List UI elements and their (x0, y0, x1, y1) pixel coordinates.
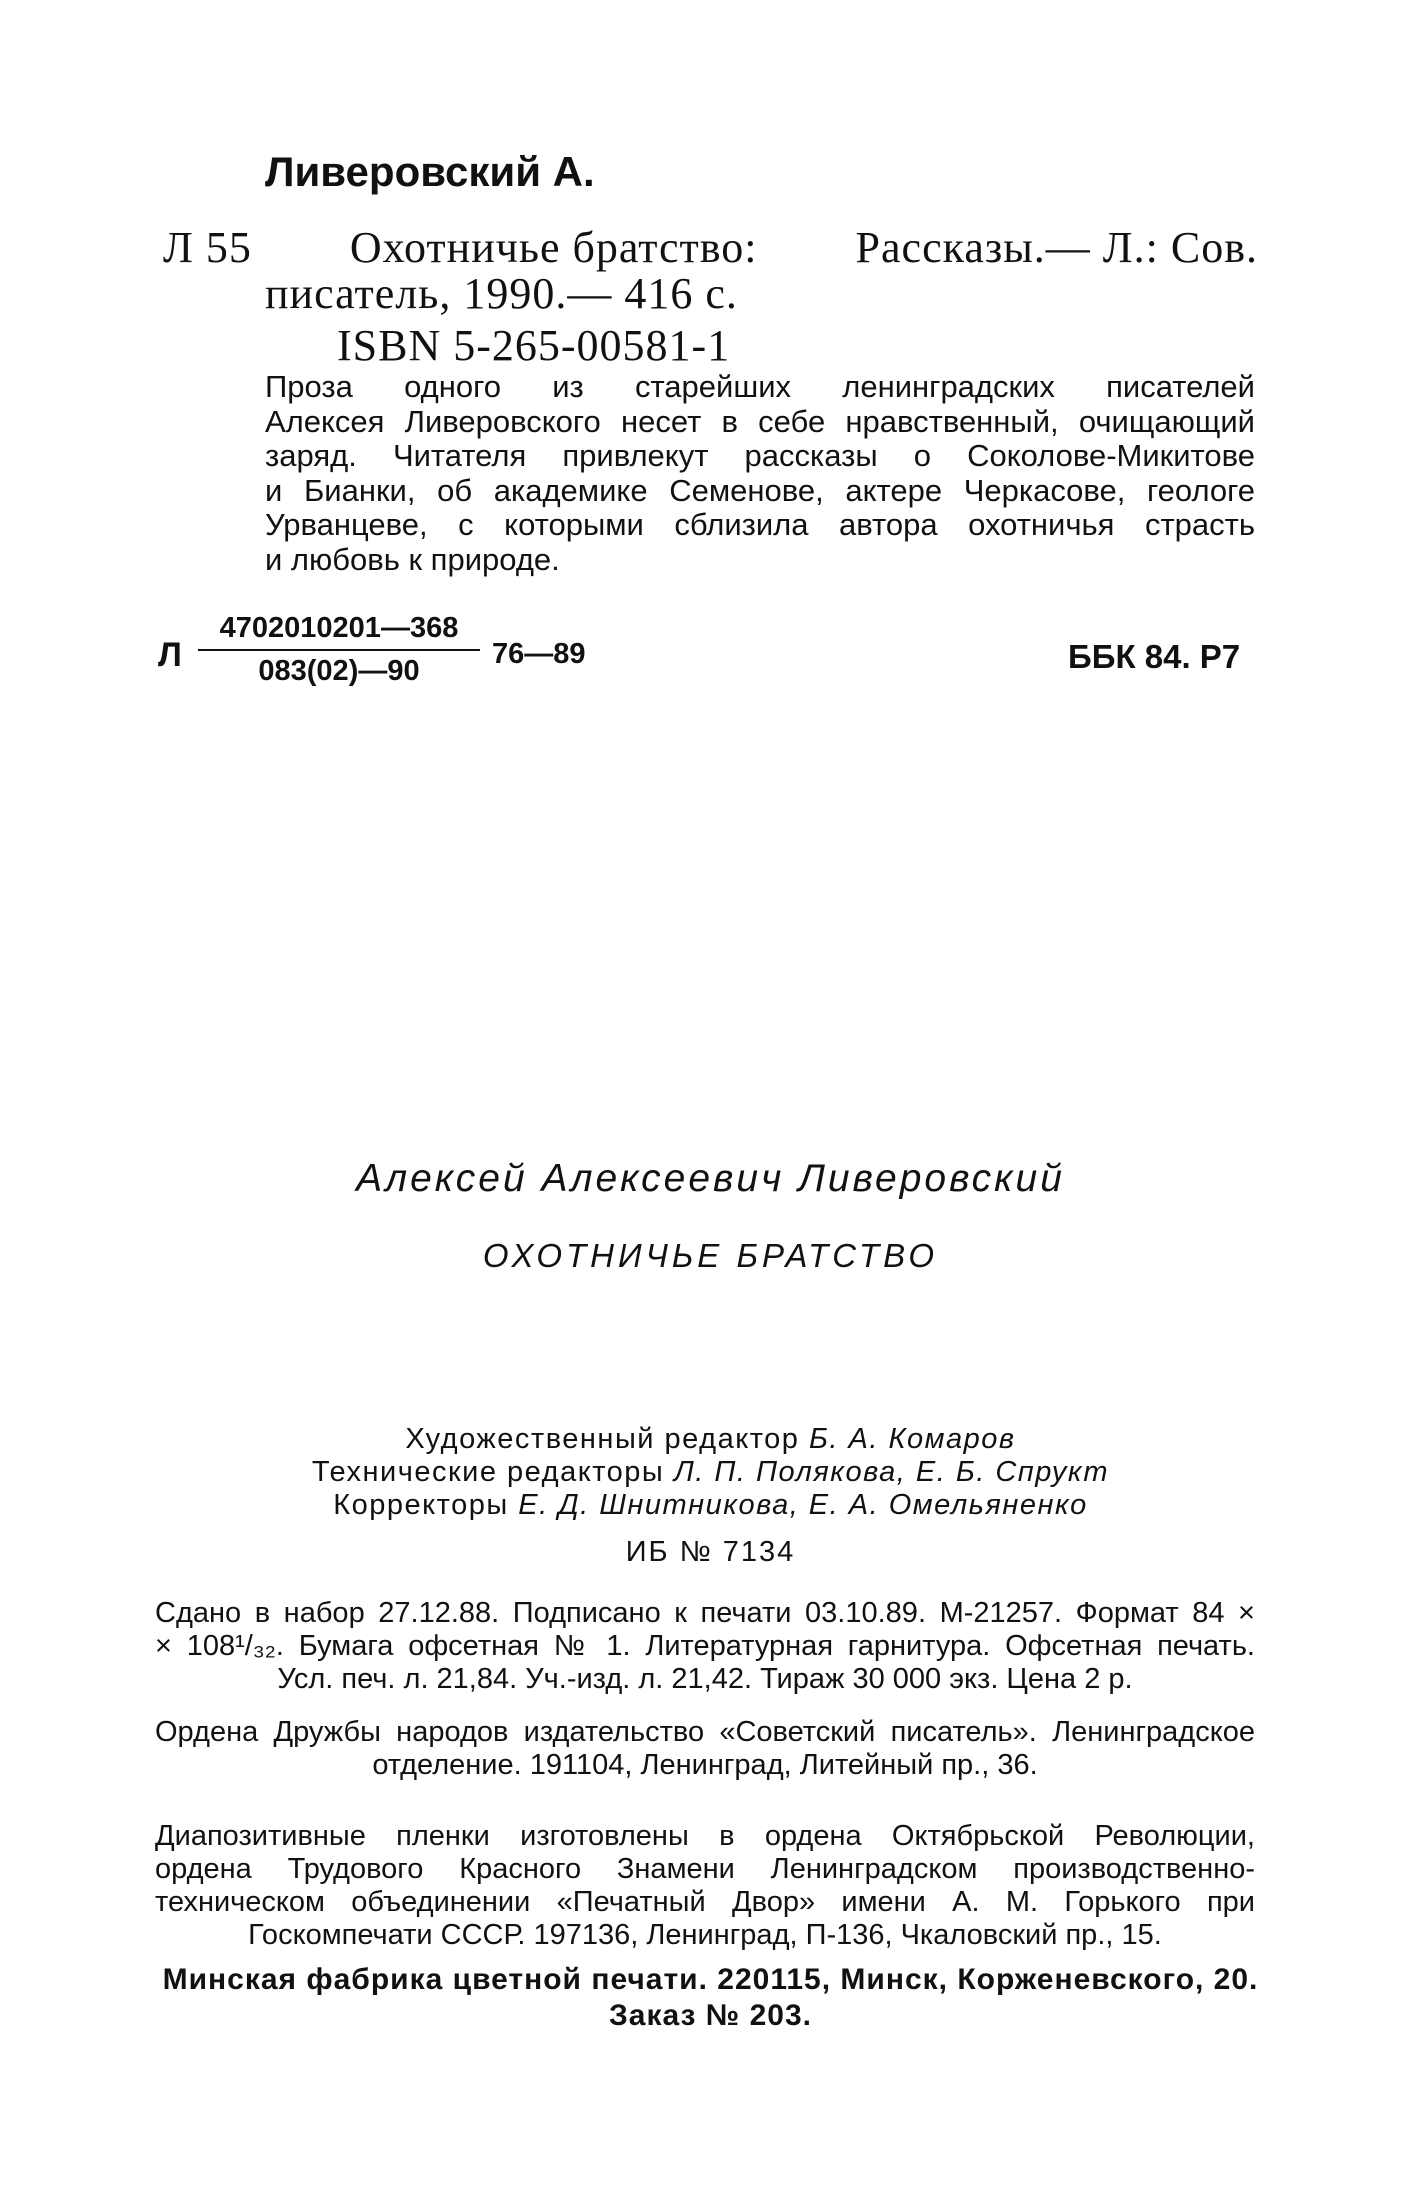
credit-role: Технические редакторы (311, 1456, 665, 1488)
fraction-numerator: 4702010201—368 (219, 612, 459, 644)
genre-place-entry: Рассказы.— Л.: Сов. (855, 223, 1258, 272)
printer-line: техническом объединении «Печатный Двор» имени А. М. Горького при (155, 1886, 1255, 1918)
annotation-line: и Бианки, об академике Семенове, актере Черкасове, геологе (265, 472, 1255, 508)
annotation-line: заряд. Читателя привлекут рассказы о Соколове-Микитове (265, 438, 1255, 473)
full-author-name: Алексей Алексеевич Ливеровский (356, 1157, 1065, 1200)
annotation-line: Проза одного из старейших ленинградских писателей (265, 369, 1255, 404)
annotation (265, 370, 1255, 577)
print-details (155, 1597, 1255, 1696)
call-number: Л 55 (163, 223, 252, 272)
classification-fraction (198, 612, 480, 688)
isbn: ISBN 5-265-00581-1 (337, 321, 731, 370)
publisher-line: отделение. 191104, Ленинград, Литейный пр., 36. (372, 1749, 1038, 1781)
classification-letter: Л (158, 636, 182, 674)
printer-line: Диапозитивные пленки изготовлены в ордена Октябрьской Революции, (155, 1820, 1255, 1852)
printer-info (155, 1820, 1255, 1952)
annotation-line: Алексея Ливеровского несет в себе нравственный, очищающий (265, 403, 1255, 439)
credit-role: Корректоры (333, 1489, 509, 1521)
publisher-info (155, 1716, 1255, 1782)
credit-names: Б. А. Комаров (809, 1423, 1016, 1455)
credit-line-proofreaders (0, 1489, 1421, 1522)
printer-line: Госкомпечати СССР. 197136, Ленинград, П-136, Чкаловский пр., 15. (248, 1919, 1162, 1951)
bbk-code: ББК 84. Р7 (1068, 638, 1241, 675)
print-details-line: × 108¹/₃₂. Бумага офсетная № 1. Литературная гарнитура. Офсетная печать. (155, 1630, 1255, 1662)
annotation-line: Урванцеве, с которыми сблизила автора охотничья страсть (265, 507, 1255, 542)
print-details-line: Сдано в набор 27.12.88. Подписано к печати 03.10.89. М-21257. Формат 84 × (155, 1597, 1255, 1629)
credit-names: Е. Д. Шнитникова, Е. А. Омельяненко (518, 1489, 1088, 1521)
publisher-line: Ордена Дружбы народов издательство «Советский писатель». Ленинградское (155, 1716, 1255, 1748)
credit-role: Художественный редактор (405, 1423, 800, 1455)
classification-tail: 76—89 (492, 638, 586, 670)
bibliographic-line-1 (163, 222, 1258, 273)
book-title-entry: Охотничье братство: (349, 223, 758, 272)
ib-number: ИБ № 7134 (625, 1536, 796, 1568)
order-number: Заказ № 203. (609, 1999, 812, 2032)
credit-names: Л. П. Полякова, Е. Б. Спрукт (673, 1456, 1110, 1488)
factory-line: Минская фабрика цветной печати. 220115, Минск, Корженевского, 20. (162, 1963, 1259, 1996)
bibliographic-line-2: писатель, 1990.— 416 с. (265, 269, 738, 318)
book-title: ОХОТНИЧЬЕ БРАТСТВО (482, 1237, 939, 1274)
credit-line-art-editor (0, 1423, 1421, 1456)
author-heading: Ливеровский А. (265, 148, 595, 195)
print-details-line: Усл. печ. л. 21,84. Уч.-изд. л. 21,42. Тираж 30 000 экз. Цена 2 р. (277, 1663, 1133, 1695)
printer-line: ордена Трудового Красного Знамени Ленинградском производственно- (155, 1853, 1255, 1885)
annotation-line: и любовь к природе. (265, 541, 560, 577)
fraction-denominator: 083(02)—90 (258, 655, 420, 687)
credit-line-tech-editors (0, 1456, 1421, 1489)
